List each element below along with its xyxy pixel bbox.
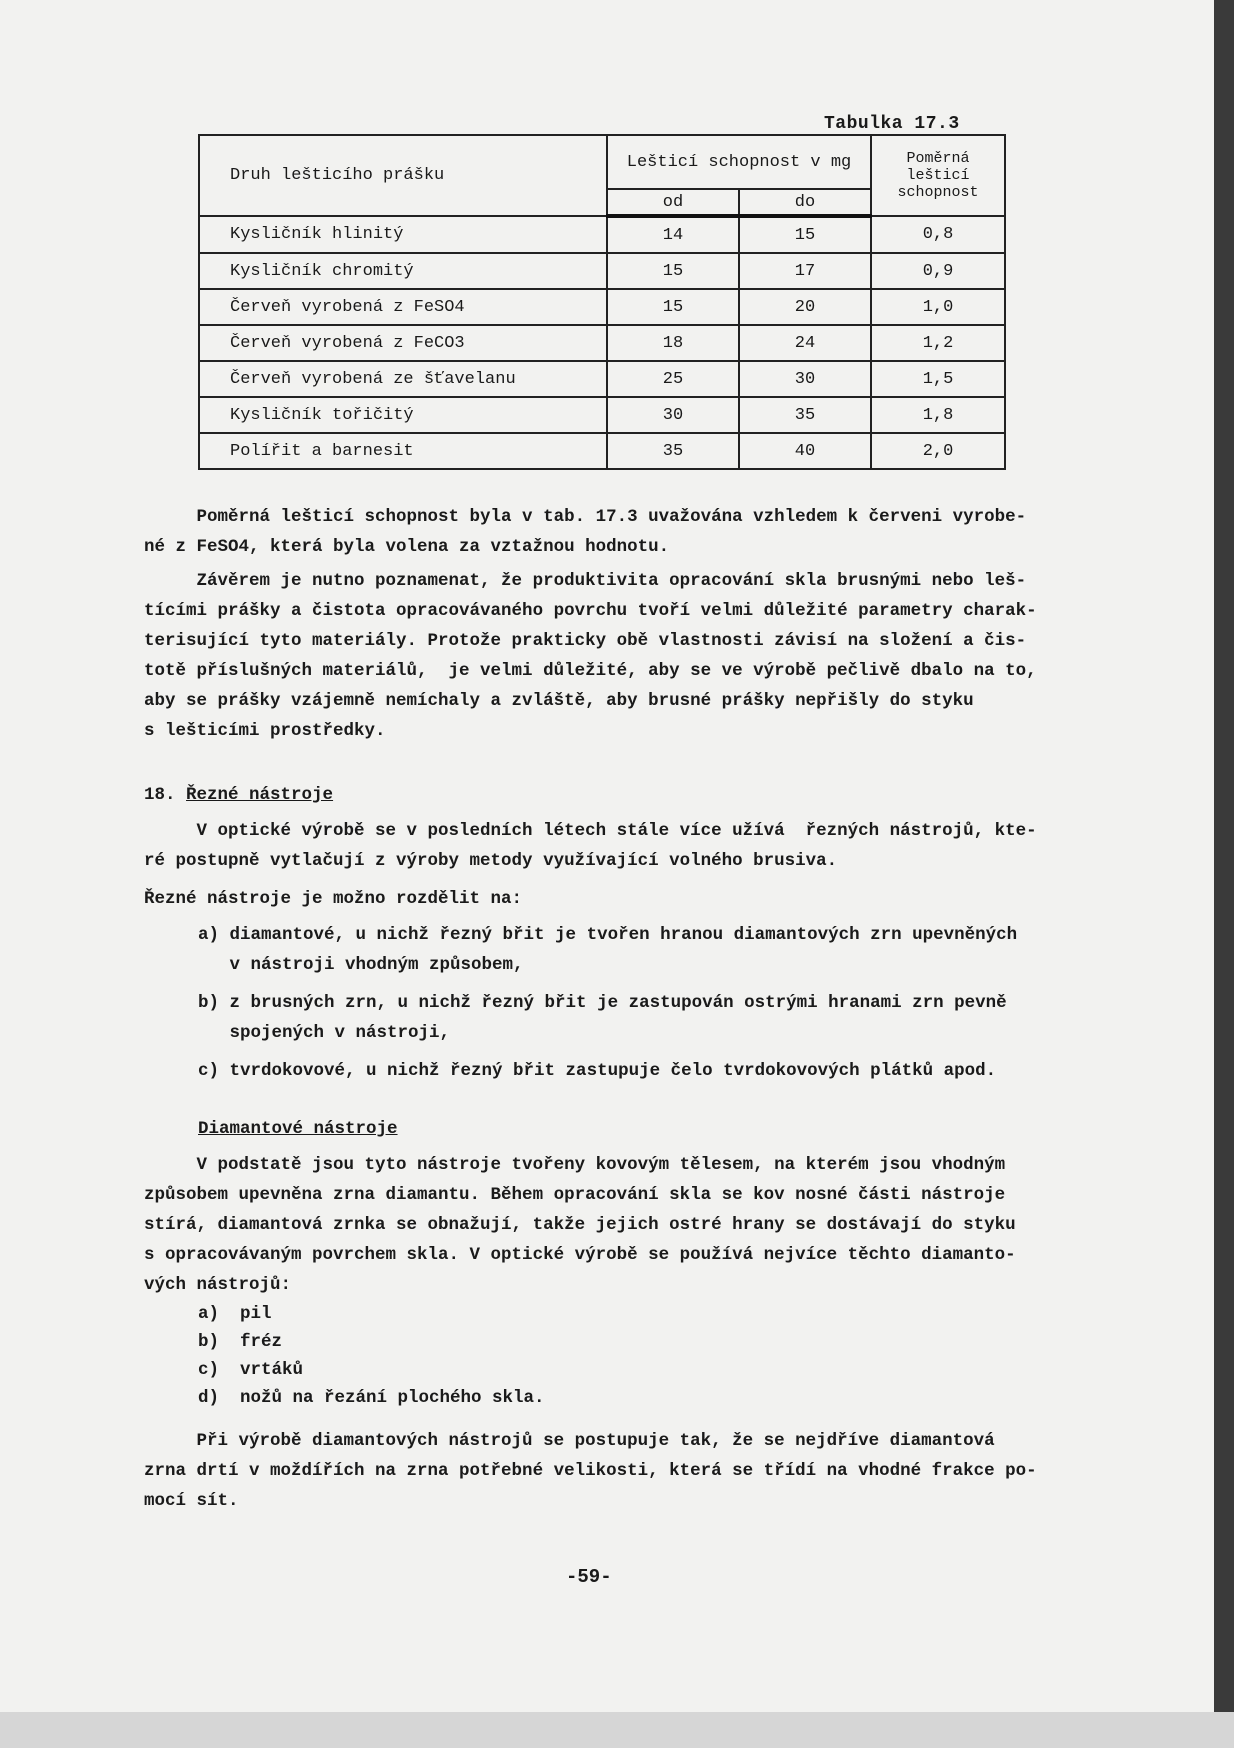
cell-from: 30: [607, 397, 739, 433]
cell-to: 17: [739, 253, 871, 289]
cell-relative: 0,9: [871, 253, 1005, 289]
table-body: [199, 216, 1005, 469]
cell-to: 20: [739, 289, 871, 325]
paragraph-relative-ability: Poměrná lešticí schopnost byla v tab. 17.3 uvažována vzhledem k červeni vyrobe- né z FeSO4, která byla volena za vztažnou hodnotu.: [144, 507, 1027, 557]
header-to: do: [739, 189, 871, 216]
cell-powder-name: Červeň vyrobená ze šťavelanu: [199, 361, 607, 397]
cell-powder-name: Červeň vyrobená z FeCO3: [199, 325, 607, 361]
table-row: [199, 216, 1005, 253]
list-item-b: b) z brusných zrn, u nichž řezný břit je zastupován ostrými hranami zrn pevně spojených v nástroji,: [198, 993, 1007, 1043]
scanner-edge: [1214, 0, 1234, 1748]
table-row: [199, 361, 1005, 397]
table-caption: Tabulka 17.3: [824, 114, 960, 134]
header-from: od: [607, 189, 739, 216]
header-powder-type: Druh lešticího prášku: [199, 135, 607, 216]
tools-list-item: c) vrtáků: [198, 1360, 304, 1380]
cell-powder-name: Kysličník chromitý: [199, 253, 607, 289]
cell-relative: 1,5: [871, 361, 1005, 397]
cell-from: 18: [607, 325, 739, 361]
header-relative-ability: Poměrná lešticí schopnost: [871, 135, 1005, 216]
table-header-row: [199, 135, 1005, 189]
paragraph-manufacture: Při výrobě diamantových nástrojů se postupuje tak, že se nejdříve diamantová zrna drtí v moždířích na zrna potřebné velikosti, která se třídí na vhodné frakce po- mocí sít.: [144, 1431, 1037, 1511]
paragraph-conclusion: Závěrem je nutno poznamenat, že produktivita opracování skla brusnými nebo leš- tícími prášky a čistota opracovávaného povrchu tvoří velmi důležité parametry charak- terisující tyto materiály. Protože prakticky obě vlastnosti závisí na složení a čis- totě příslušných materiálů, je velmi důležité, aby se ve výrobě pečlivě dbalo na to, aby se prášky vzájemně nemíchaly a zvláště, aby brusné prášky nepřišly do styku s lešticími prostředky.: [144, 571, 1037, 741]
cell-to: 30: [739, 361, 871, 397]
cell-relative: 1,2: [871, 325, 1005, 361]
cell-relative: 1,8: [871, 397, 1005, 433]
table-row: [199, 253, 1005, 289]
list-item-c: c) tvrdokovové, u nichž řezný břit zastupuje čelo tvrdokovových plátků apod.: [198, 1061, 997, 1081]
header-polishing-ability: Lešticí schopnost v mg: [607, 135, 871, 189]
tools-list-item: a) pil: [198, 1304, 272, 1324]
tools-list: [198, 1300, 1148, 1412]
table-row: [199, 325, 1005, 361]
cell-powder-name: Červeň vyrobená z FeSO4: [199, 289, 607, 325]
cell-to: 24: [739, 325, 871, 361]
cell-relative: 1,0: [871, 289, 1005, 325]
cell-to: 15: [739, 216, 871, 253]
paragraph-cutting-tools-intro: V optické výrobě se v posledních létech stále více užívá řezných nástrojů, kte- ré postupně vytlačují z výroby metody využívající volného brusiva.: [144, 821, 1037, 871]
tools-list-item: b) fréz: [198, 1332, 283, 1352]
section-number: 18.: [144, 785, 176, 805]
cell-from: 14: [607, 216, 739, 253]
cell-relative: 2,0: [871, 433, 1005, 469]
cell-powder-name: Kysličník hlinitý: [199, 216, 607, 253]
cell-powder-name: Kysličník tořičitý: [199, 397, 607, 433]
page-number: -59-: [566, 1566, 612, 1588]
tools-list-item: d) nožů na řezání plochého skla.: [198, 1388, 545, 1408]
section-title: Řezné nástroje: [186, 785, 334, 805]
list-item-a: a) diamantové, u nichž řezný břit je tvořen hranou diamantových zrn upevněných v nástroji vhodným způsobem,: [198, 925, 1018, 975]
cell-to: 40: [739, 433, 871, 469]
scanner-bottom-edge: [0, 1712, 1234, 1748]
table-row: [199, 289, 1005, 325]
cell-to: 35: [739, 397, 871, 433]
cell-from: 25: [607, 361, 739, 397]
section-heading: [144, 780, 1094, 810]
cell-powder-name: Polířit a barnesit: [199, 433, 607, 469]
paragraph-division: Řezné nástroje je možno rozdělit na:: [144, 889, 523, 909]
table-row: [199, 397, 1005, 433]
table-row: [199, 433, 1005, 469]
cell-relative: 0,8: [871, 216, 1005, 253]
polishing-powder-table: [198, 134, 1006, 470]
paragraph-diamond-tools: V podstatě jsou tyto nástroje tvořeny kovovým tělesem, na kterém jsou vhodným způsobem upevněna zrna diamantu. Během opracování skla se kov nosné části nástroje stírá, diamantová zrnka se obnažují, takže jejich ostré hrany se dostávají do styku s opracovávaným povrchem skla. V optické výrobě se používá nejvíce těchto diamanto- vých nástrojů:: [144, 1155, 1016, 1295]
cell-from: 15: [607, 253, 739, 289]
subsection-title: Diamantové nástroje: [198, 1119, 398, 1139]
cell-from: 15: [607, 289, 739, 325]
cell-from: 35: [607, 433, 739, 469]
